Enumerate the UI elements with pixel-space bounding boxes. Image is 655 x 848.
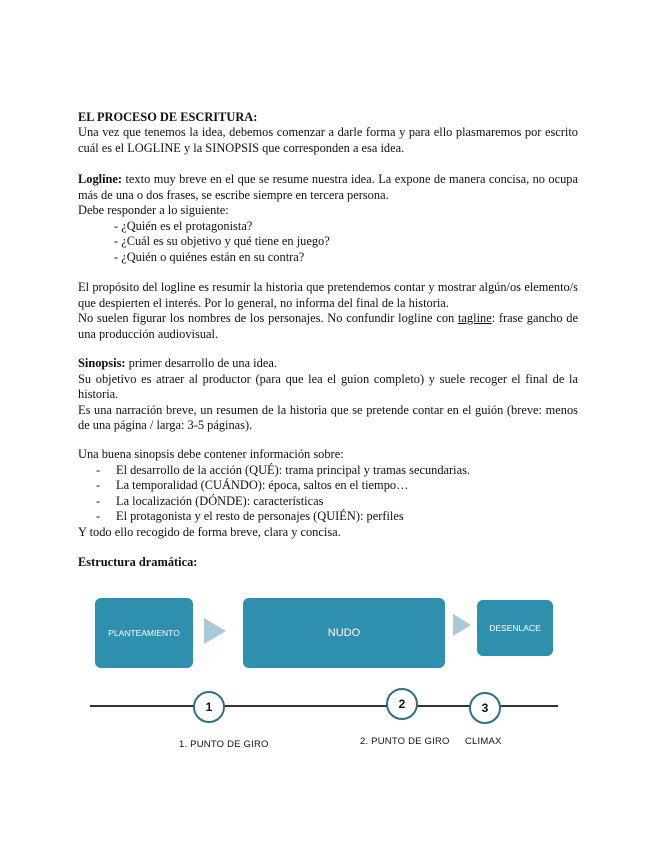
list-dash: - (96, 462, 101, 477)
list-item (78, 494, 578, 510)
list-item-text: El desarrollo de la acción (QUÉ): trama principal y tramas secundarias. (116, 462, 471, 477)
list-dash: - (96, 478, 101, 493)
tagline-term: tagline (457, 311, 492, 326)
dramatic-structure-diagram (0, 590, 655, 760)
nudo-box: NUDO (243, 598, 445, 668)
turning-point-2-marker: 2 (386, 688, 418, 720)
arrow-right-icon (453, 614, 471, 636)
sinopsis-close: Y todo ello recogido de forma breve, clara y concisa. (78, 524, 341, 539)
desenlace-box: DESENLACE (477, 600, 553, 656)
list-dash: - (96, 493, 101, 508)
logline-question: - ¿Quién o quiénes están en su contra? (114, 249, 305, 264)
sinopsis-good: Una buena sinopsis debe contener información sobre: (78, 447, 344, 461)
turning-point-1-label: 1. PUNTO DE GIRO (179, 739, 269, 750)
list-item-text: El protagonista y el resto de personajes (QUIÉN): perfiles (116, 509, 404, 524)
sinopsis-label: Sinopsis: (78, 356, 126, 370)
list-item (78, 509, 578, 525)
list-dash: - (96, 509, 101, 524)
sinopsis-section (78, 356, 578, 434)
process-title: EL PROCESO DE ESCRITURA: (78, 110, 258, 124)
sinopsis-brief: Es una narración breve, un resumen de la historia que se pretende contar en el guión (breve: menos de una página / larga: 3-5 páginas). (78, 402, 578, 433)
sinopsis-goal: Su objetivo es atraer al productor (para que lea el guion completo) y suele recoger el final de la historia. (78, 371, 578, 402)
list-item (78, 478, 578, 494)
turning-point-2-label: 2. PUNTO DE GIRO (360, 736, 450, 747)
sinopsis-contents (78, 447, 578, 541)
list-item (78, 463, 578, 479)
logline-respond: Debe responder a lo siguiente: (78, 203, 229, 218)
logline-names-text-end: : frase gancho de una producción audiovisual. (78, 311, 578, 341)
list-item-text: La temporalidad (CUÁNDO): época, saltos en el tiempo… (116, 478, 409, 493)
logline-names-text: No suelen figurar los nombres de los personajes. No confundir logline con (78, 311, 458, 326)
sinopsis-def-text: primer desarrollo de una idea. (125, 356, 277, 370)
climax-label: CLIMAX (465, 736, 502, 747)
structure-title: Estructura dramática: (78, 555, 198, 569)
logline-label: Logline: (78, 172, 123, 186)
logline-question: - ¿Cuál es su objetivo y qué tiene en juego? (114, 234, 330, 249)
list-item-text: La localización (DÓNDE): características (116, 493, 324, 508)
logline-definition (78, 172, 578, 203)
logline-def-text: texto muy breve en el que se resume nuestra idea. La expone de manera concisa, no ocupa más de una o dos frases, se escribe siempre en tercera persona. (78, 172, 578, 202)
planteamiento-box: PLANTEAMIENTO (95, 598, 193, 668)
logline-purpose-section (78, 280, 578, 342)
arrow-right-icon (204, 618, 226, 644)
logline-purpose: El propósito del logline es resumir la historia que pretendemos contar y mostrar algún/os elemento/s que despierten el interés. Por lo general, no informa del final de la historia. (78, 280, 578, 310)
process-text: Una vez que tenemos la idea, debemos comenzar a darle forma y para ello plasmaremos por escrito cuál es el LOGLINE y la SINOPSIS que corresponden a esa idea. (78, 125, 578, 155)
sinopsis-definition (78, 356, 578, 372)
logline-section (78, 172, 578, 266)
logline-names (78, 311, 578, 342)
turning-point-1-marker: 1 (193, 691, 225, 723)
climax-marker: 3 (469, 692, 501, 724)
logline-question: - ¿Quién es el protagonista? (114, 218, 253, 233)
